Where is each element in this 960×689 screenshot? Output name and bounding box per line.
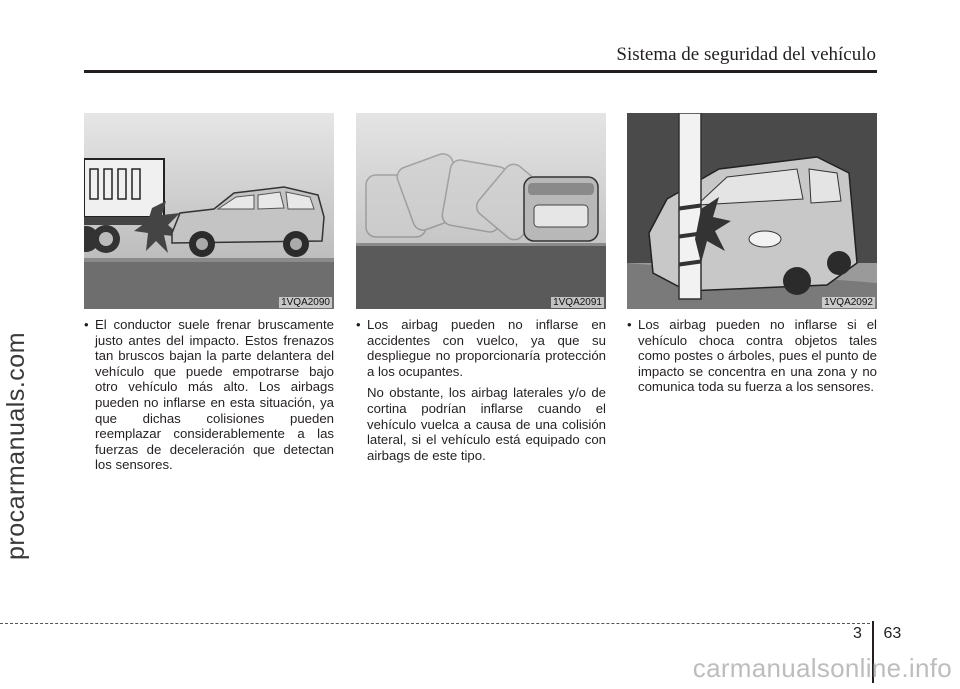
figure-code: 1VQA2092 xyxy=(824,297,873,308)
bullet-paragraph xyxy=(627,317,877,395)
paragraph-text: No obstante, los airbag laterales y/o de cortina podrían inflarse cuando el vehículo vuelca a causa de una colisión lateral, si el vehículo está equipado con airbags de este tipo. xyxy=(367,385,606,463)
figure-code: 1VQA2090 xyxy=(281,297,330,308)
bullet-icon: • xyxy=(356,317,361,332)
footer-watermark: carmanualsonline.info xyxy=(692,653,952,683)
rollover-illustration xyxy=(356,113,606,309)
page-number-value: 63 xyxy=(883,625,902,642)
bullet-paragraph xyxy=(84,317,334,473)
truck-underride-illustration xyxy=(84,113,334,309)
illustration-rollover xyxy=(356,113,606,309)
bullet-paragraph xyxy=(356,317,606,379)
header-rule xyxy=(84,70,877,73)
footer-dashed-rule xyxy=(0,623,870,624)
column-truck-underride xyxy=(84,113,334,473)
paragraph-text: Los airbag pueden no inflarse en accidentes con vuelco, ya que su despliegue no proporcionaría protección a los ocupantes. xyxy=(367,317,606,379)
bullet-icon: • xyxy=(627,317,632,332)
page-header-title: Sistema de seguridad del vehículo xyxy=(616,44,876,65)
column-rollover xyxy=(356,113,606,463)
column-pole-impact xyxy=(627,113,877,395)
paragraph-text: El conductor suele frenar bruscamente justo antes del impacto. Estos frenazos tan bruscos bajan la parte delantera del vehículo que puede empotrarse bajo otro vehículo más alto. Los airbags pueden no inflarse en esta situación, ya que dichas colisiones pueden reemplazar considerablemente a las fuerzas de deceleración que detectan los sensores. xyxy=(95,317,334,473)
chapter-number: 3 xyxy=(853,625,862,642)
pole-impact-illustration xyxy=(627,113,877,309)
page-number xyxy=(853,625,901,643)
bullet-icon: • xyxy=(84,317,89,332)
side-watermark: procarmanuals.com xyxy=(2,331,30,560)
figure-code: 1VQA2091 xyxy=(553,297,602,308)
illustration-truck-underride xyxy=(84,113,334,309)
illustration-pole-impact xyxy=(627,113,877,309)
paragraph-text: Los airbag pueden no inflarse si el vehículo choca contra objetos tales como postes o árboles, pues el punto de impacto se concentra en una zona y no comunica toda su fuerza a los sensores. xyxy=(638,317,877,395)
